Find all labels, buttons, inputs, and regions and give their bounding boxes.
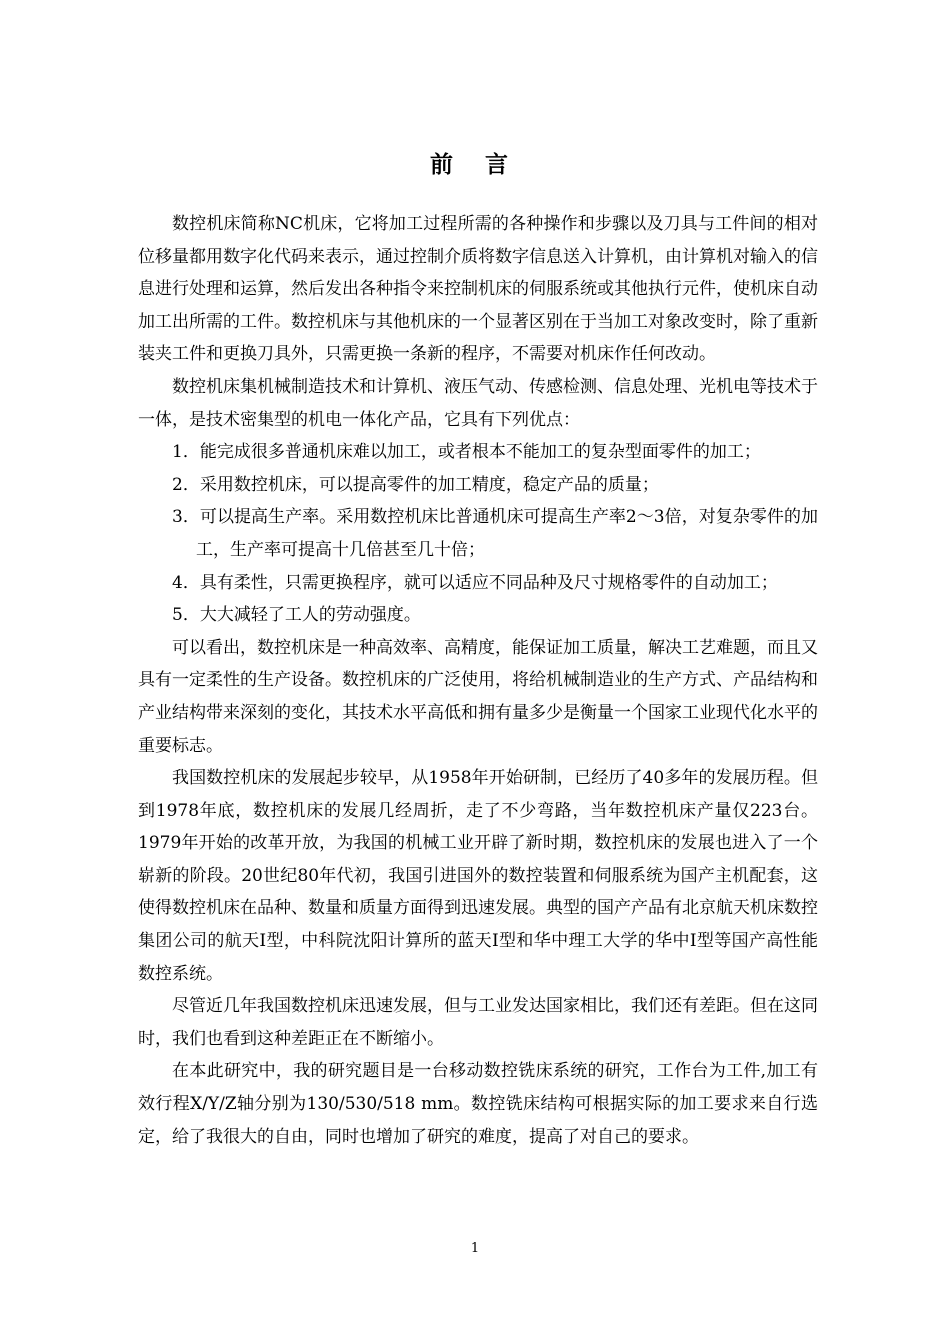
paragraph-summary: 可以看出，数控机床是一种高效率、高精度，能保证加工质量，解决工艺难题，而且又具有一定柔性的生产设备。数控机床的广泛使用，将给机械制造业的生产方式、产品结构和产业结构带来深刻的变化，其技术水平高低和拥有量多少是衡量一个国家工业现代化水平的重要标志。 (138, 637, 818, 756)
paragraph-integration: 数控机床集机械制造技术和计算机、液压气动、传感检测、信息处理、光机电等技术于一体，是技术密集型的机电一体化产品，它具有下列优点： (138, 376, 818, 430)
paragraph-intro: 数控机床简称NC机床，它将加工过程所需的各种操作和步骤以及刀具与工件间的相对位移量都用数字化代码来表示，通过控制介质将数字信息送入计算机，由计算机对输入的信息进行处理和运算，然后发出各种指令来控制机床的伺服系统或其他执行元件，使机床自动加工出所需的工件。数控机床与其他机床的一个显著区别在于当加工对象改变时，除了重新装夹工件和更换刀具外，只需更换一条新的程序，不需要对机床作任何改动。 (138, 214, 818, 365)
paragraph-research-topic: 在本此研究中，我的研究题目是一台移动数控铣床系统的研究，工作台为工件,加工有效行程X/Y/Z轴分别为130/530/518 mm。数控铣床结构可根据实际的加工要求来自行选定，给了我很大的自由，同时也增加了研究的难度，提高了对自己的要求。 (138, 1061, 818, 1147)
list-item-advantage-1: 1．能完成很多普通机床难以加工，或者根本不能加工的复杂型面零件的加工； (172, 442, 761, 463)
list-item-advantage-3: 3．可以提高生产率。采用数控机床比普通机床可提高生产率2～3倍，对复杂零件的加工，生产率可提高十几倍甚至几十倍； (172, 507, 818, 560)
page-title: 前 言 (429, 151, 520, 178)
list-item-advantage-2: 2．采用数控机床，可以提高零件的加工精度，稳定产品的质量； (172, 474, 659, 495)
page-number: 1 (470, 1241, 480, 1256)
list-item-advantage-4: 4．具有柔性，只需更换程序，就可以适应不同品种及尺寸规格零件的自动加工； (172, 572, 778, 593)
paragraph-history: 我国数控机床的发展起步较早，从1958年开始研制，已经历了40多年的发展历程。但到1978年底，数控机床的发展几经周折，走了不少弯路，当年数控机床产量仅223台。1979年开始的改革开放，为我国的机械工业开辟了新时期，数控机床的发展也进入了一个崭新的阶段。20世纪80年代初，我国引进国外的数控装置和伺服系统为国产主机配套，这使得数控机床在品种、数量和质量方面得到迅速发展。典型的国产产品有北京航天机床数控集团公司的航天Ⅰ型，中科院沈阳计算所的蓝天Ⅰ型和华中理工大学的华中Ⅰ型等国产高性能数控系统。 (138, 768, 818, 984)
list-item-advantage-5: 5．大大减轻了工人的劳动强度。 (172, 605, 421, 626)
paragraph-gap: 尽管近几年我国数控机床迅速发展，但与工业发达国家相比，我们还有差距。但在这同时，我们也看到这种差距正在不断缩小。 (138, 996, 818, 1049)
document-body (138, 208, 818, 1153)
